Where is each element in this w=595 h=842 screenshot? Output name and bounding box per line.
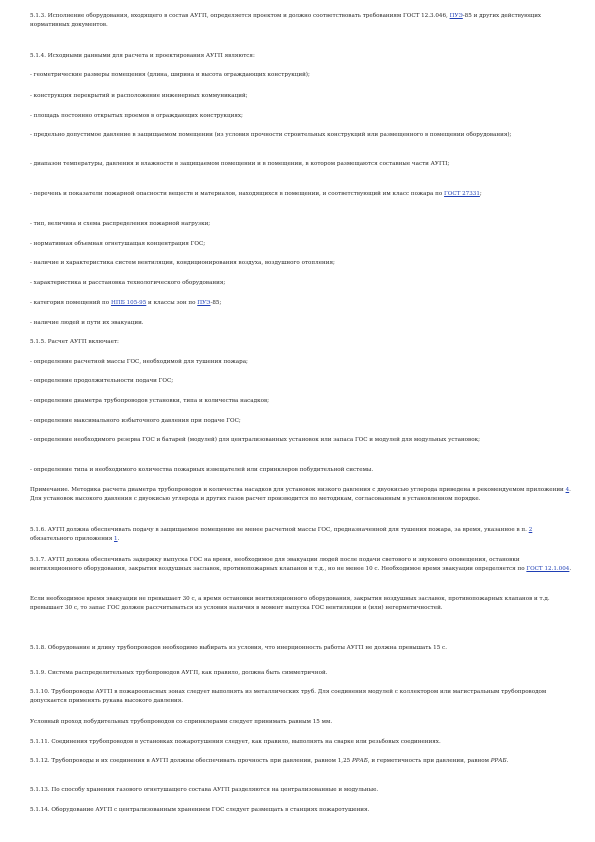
text-run: 5.1.9. Система распределительных трубопроводов АУГП, как правило, должна быть симметричной. [30,670,328,676]
paragraph [30,259,572,268]
text-run: 5.1.14. Оборудование АУГП с централизованным хранением ГОС следует размещать в станциях пожаротушения. [30,807,370,813]
paragraph [30,338,572,347]
paragraph [30,190,572,199]
paragraph [30,319,572,328]
text-run: - предельно допустимое давление в защищаемом помещении (из условия прочности строительных конструкций или размещенного в помещении оборудования); [30,132,512,138]
text-run: ; [479,191,482,197]
paragraph [30,397,572,406]
paragraph [30,806,572,815]
italic-term: PРАБ [490,758,507,764]
text-run: - характеристика и расстановка технологического оборудования; [30,280,226,286]
paragraph [30,526,572,545]
text-run: - конструкция перекрытий и расположение инженерных коммуникаций; [30,93,248,99]
paragraph [30,486,572,505]
text-run: 5.1.4. Исходными данными для расчета и проектирования АУГП являются: [30,53,255,59]
paragraph [30,644,572,653]
paragraph [30,220,572,229]
italic-term: PРАБ [351,758,368,764]
document-link[interactable]: ГОСТ 12.1.004 [526,566,570,573]
paragraph [30,738,572,747]
paragraph [30,786,572,795]
text-run: 5.1.8. Оборудование и длину трубопроводов необходимо выбирать из условия, что инерционность работы АУГП не должна превышать 15 с. [30,645,447,651]
paragraph [30,757,572,766]
paragraph [30,417,572,426]
text-run: обязательного приложения [30,536,115,543]
paragraph [30,436,572,445]
paragraph [30,71,572,80]
text-run: и классы зон по [146,300,198,306]
paragraph [30,279,572,288]
text-run: 5.1.6. АУГП должна обеспечивать подачу в защищаемое помещение не менее расчетной массы ГОС, предназначенной для тушения пожара, за время, указанное в п. [30,527,529,533]
paragraph [30,160,572,169]
paragraph [30,12,572,31]
text-run: - определение диаметра трубопроводов установки, типа и количества насадков; [30,398,269,404]
text-run: , и герметичность при давлении, равном [367,758,491,764]
paragraph [30,112,572,121]
paragraph [30,595,572,614]
text-run: 5.1.5. Расчет АУГП включает: [30,339,119,345]
document-link[interactable]: ПУЭ [449,13,463,19]
text-run: - категория помещений по [30,300,111,306]
text-run: . [569,566,572,573]
text-run: - площадь постоянно открытых проемов в ограждающих конструкциях; [30,113,243,119]
text-run: - определение расчетной массы ГОС, необходимой для тушения пожара; [30,359,248,365]
text-run: Если необходимое время эвакуации не превышает 30 с, а время остановки вентиляционного оборудования, закрытия воздушных заславок, противопожарных клапанов и т.д. превышает 30 с, то запас ГОС должен рассчитываться из условия наличия в момент выпуска ГОС вентиляции и (или) негерметичностей. [30,596,550,612]
text-run: - геометрические размеры помещения (длина, ширина и высота ограждающих конструкций); [30,72,310,78]
paragraph [30,358,572,367]
text-run: - определение продолжительности подачи ГОС; [30,378,174,384]
text-run: Примечание. Методика расчета диаметра трубопроводов и количества насадков для установок низкого давления с двуокисью углерода приведена в рекомендуемом приложении [30,487,566,493]
text-run: 5.1.7. АУГП должна обеспечивать задержку выпуска ГОС на время, необходимое для эвакуации людей после подачи светового и звукового оповещения, остановки вентиляционного оборудования, закрытия воздушных заславок, противопожарных клапанов и т.д., но не менее 10 с. Необходимое время эвакуации определяется по [30,557,527,573]
text-run: 5.1.11. Соединения трубопроводов в установках пожаротушения следует, как правило, выполнять на сварке или резьбовых соединениях. [30,739,441,745]
paragraph [30,299,572,308]
text-run: Условный проход побудительных трубопроводов со спринклерами следует принимать равным 15 мм. [30,719,333,725]
paragraph [30,669,572,678]
paragraph [30,131,572,140]
paragraph [30,688,572,707]
text-run: . [506,758,509,764]
paragraph [30,377,572,386]
paragraph [30,556,572,575]
document-link[interactable]: 2 [528,527,533,533]
text-run: - нормативная объемная огнетушащая концентрация ГОС; [30,241,206,247]
text-run: - перечень и показатели пожарной опасности веществ и материалов, находящихся в помещении, и соответствующий им класс пожара по [30,191,445,197]
paragraph [30,240,572,249]
text-run: - наличие людей и пути их эвакуации. [30,320,144,326]
paragraph [30,466,572,475]
text-run: - определение максимального избыточного давления при подаче ГОС; [30,418,241,424]
document-link[interactable]: ПУЭ [197,300,211,306]
text-run: -85; [210,300,222,306]
text-run: 5.1.13. По способу хранения газового огнетушащего состава АУГП разделяются на централизованные и модульные. [30,787,379,793]
text-run: . [117,536,120,543]
document-link[interactable]: НПБ 105-95 [110,300,147,306]
text-run: - наличие и характеристика систем вентиляции, кондиционирования воздуха, воздушного отопления; [30,260,335,266]
paragraph [30,52,572,61]
document-link[interactable]: ГОСТ 27331 [444,191,480,197]
text-run: . Для установок высокого давления с двуокисью углерода и других газов расчет производится по методикам, согласованным в установленном порядке. [30,487,571,503]
document-link[interactable]: 4 [565,487,570,493]
document-link[interactable]: 1 [114,536,118,543]
text-run: -85 и других действующих нормативных документов. [30,13,542,29]
text-run: - тип, величина и схема распределения пожарной нагрузки; [30,221,211,227]
text-run: 5.1.12. Трубопроводы и их соединения в АУГП должны обеспечивать прочность при давлении, равном 1,25 [30,758,352,764]
text-run: - определение типа и необходимого количества пожарных извещателей или спринклеров побудительной системы. [30,467,374,473]
text-run: - диапазон температуры, давления и влажности в защищаемом помещении и в помещении, в котором размещаются составные части АУГП; [30,161,450,167]
text-run: - определение необходимого резерва ГОС и батарей (модулей) для централизованных установок или запаса ГОС и модулей для модульных установок; [30,437,480,443]
text-run: 5.1.3. Исполнение оборудования, входящего в состав АУГП, определяется проектом и должно соответствовать требованиям ГОСТ 12.3.046, [30,13,450,19]
text-run: 5.1.10. Трубопроводы АУГП в пожароопасных зонах следует выполнять из металлических труб. Для соединения модулей с коллектором или магистральным трубопроводом допускается применять рукава высокого давления. [30,689,547,705]
paragraph [30,718,572,727]
paragraph [30,92,572,101]
